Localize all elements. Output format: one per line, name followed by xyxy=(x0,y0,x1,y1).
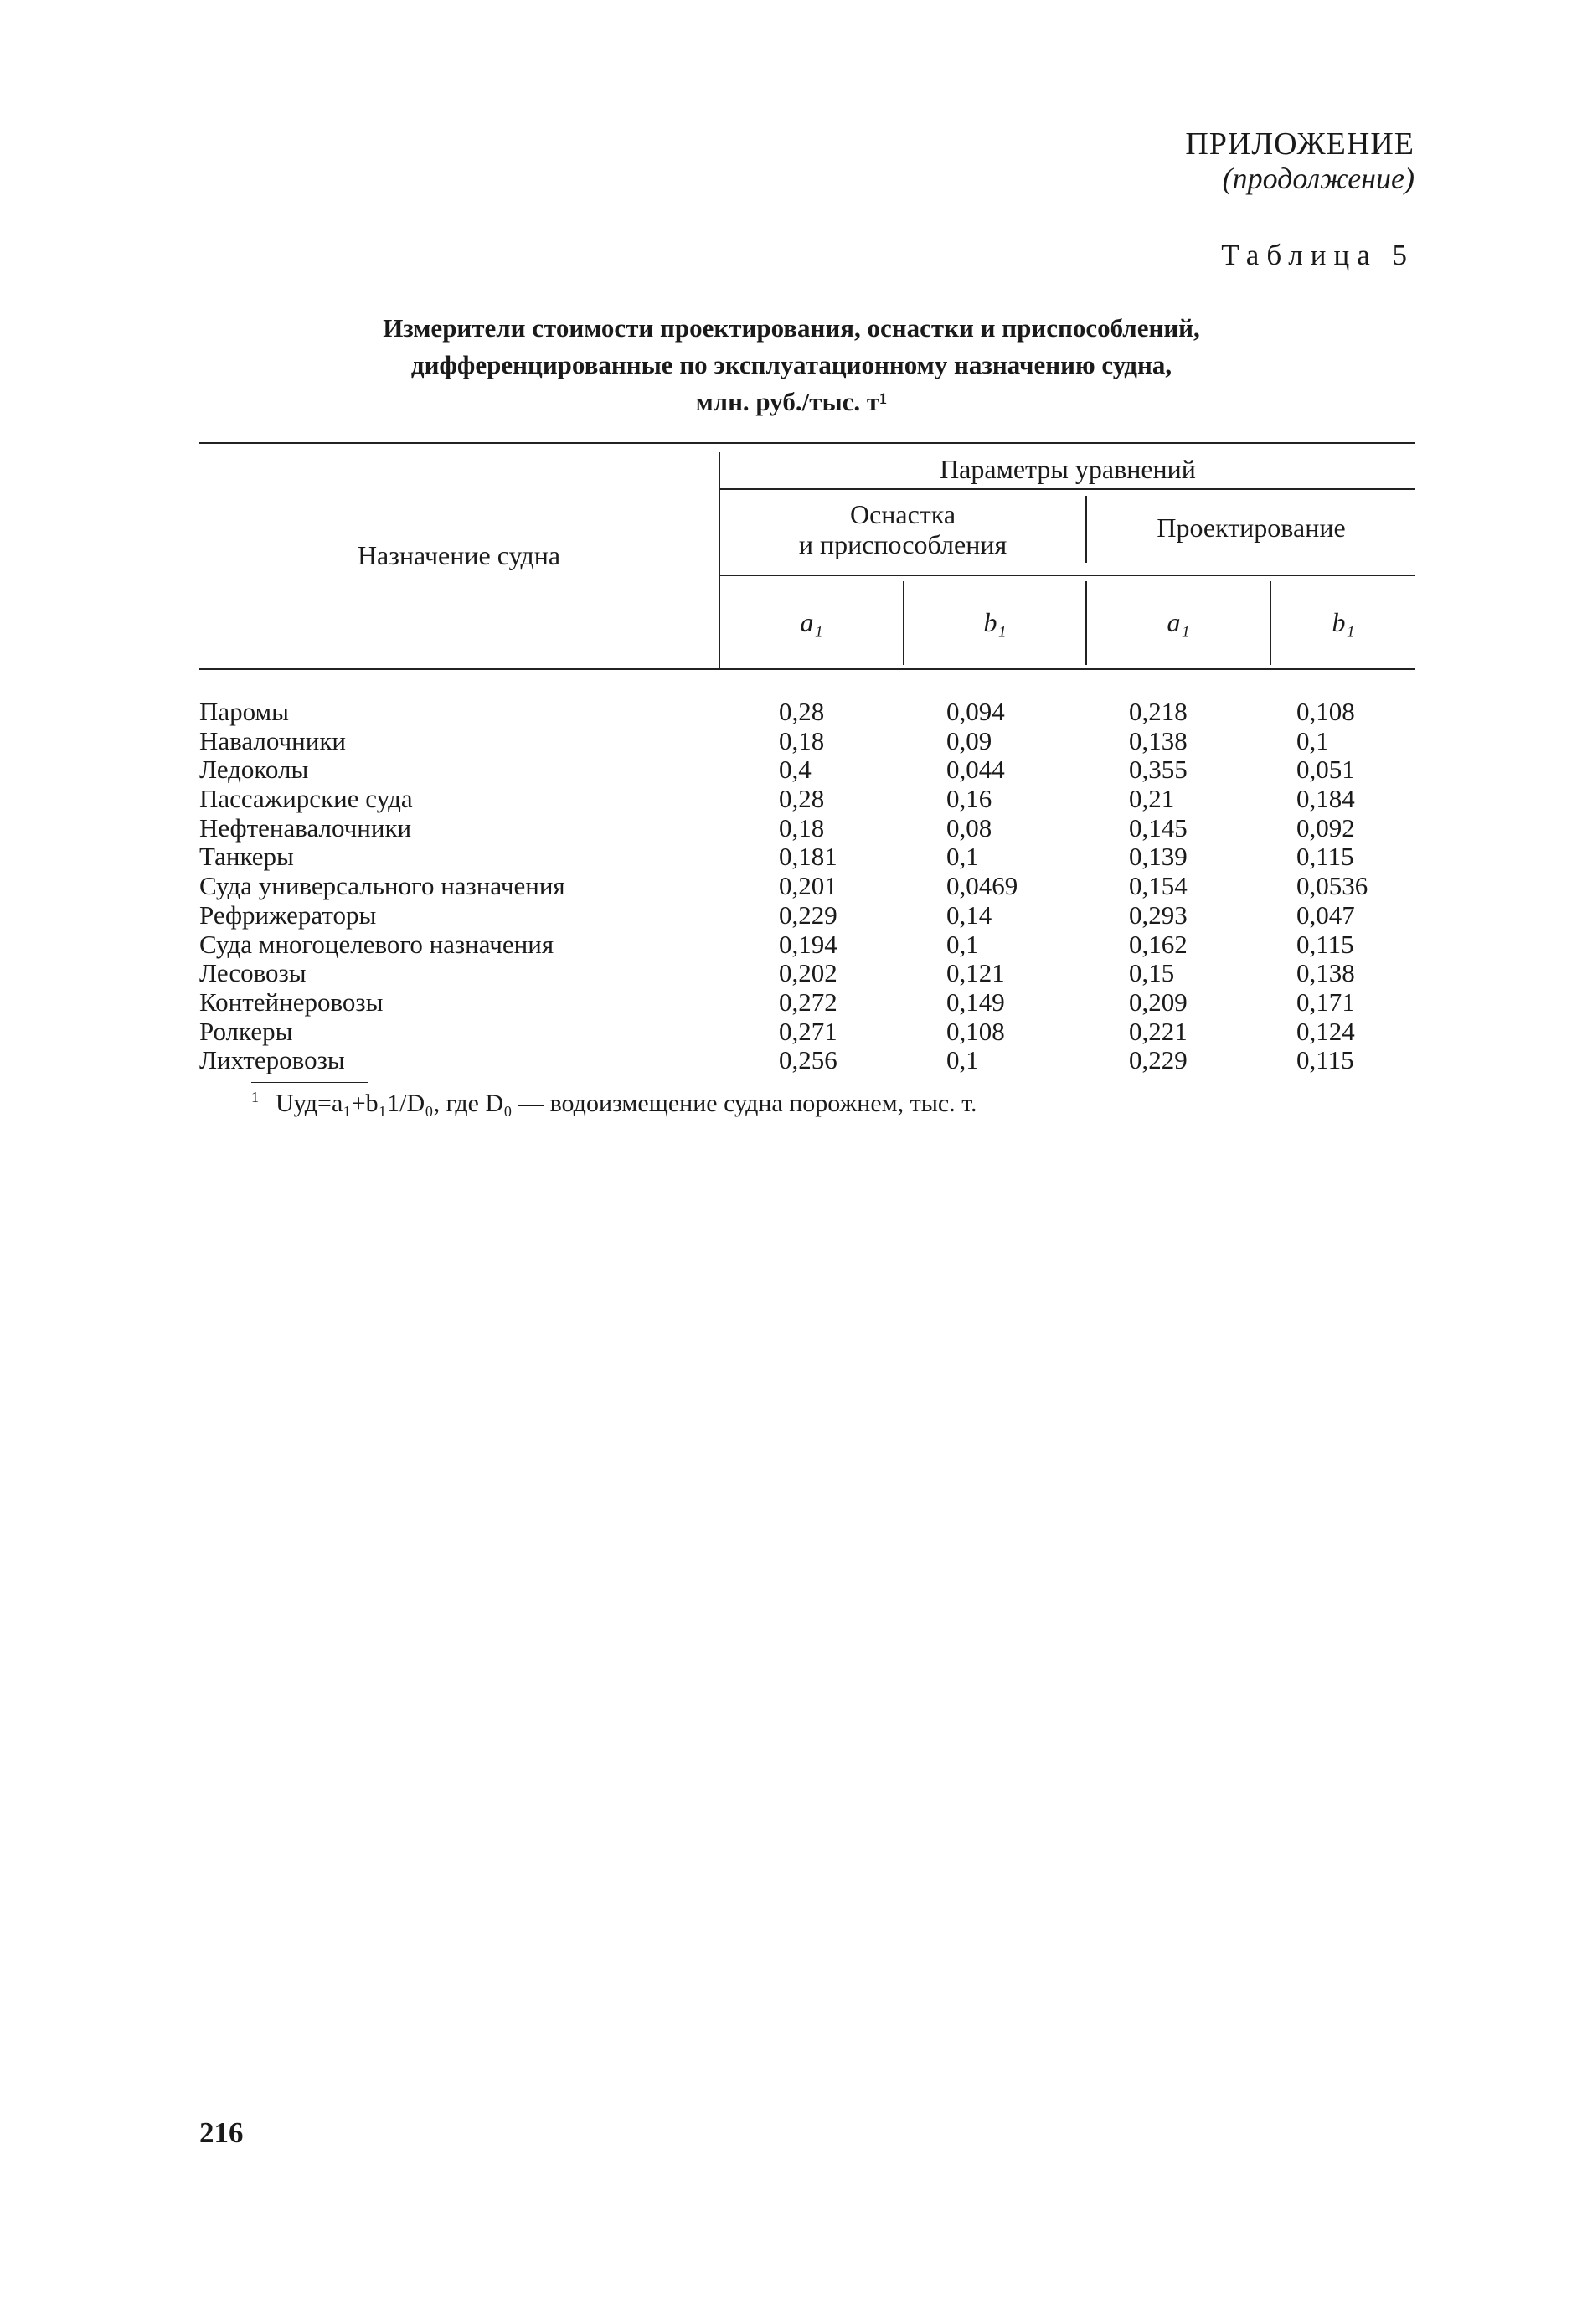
params-rule xyxy=(720,488,1415,490)
row-b1-rigging: 0,044 xyxy=(946,755,1005,785)
table-row xyxy=(0,785,1582,814)
row-a1-design: 0,139 xyxy=(1129,842,1188,872)
row-name: Ролкеры xyxy=(199,1016,293,1046)
row-name: Навалочники xyxy=(199,725,346,755)
table-row xyxy=(0,930,1582,960)
footnote-rule xyxy=(251,1082,368,1083)
row-b1-rigging: 0,09 xyxy=(946,725,992,755)
table-title-line-3: млн. руб./тыс. т¹ xyxy=(695,387,888,416)
row-b1-design: 0,124 xyxy=(1296,1016,1355,1046)
footnote-mark: 1 xyxy=(251,1089,259,1105)
table-row xyxy=(0,988,1582,1018)
row-name: Суда многоцелевого назначения xyxy=(199,929,554,959)
row-a1-rigging: 0,18 xyxy=(779,725,825,755)
group-rigging-header xyxy=(720,499,1085,559)
footnote xyxy=(251,1089,977,1118)
row-name: Танкеры xyxy=(199,842,294,872)
row-b1-rigging: 0,0469 xyxy=(946,871,1018,901)
row-b1-design: 0,092 xyxy=(1296,812,1355,843)
table-title-line-2: дифференцированные по эксплуатационному назначению судна, xyxy=(410,350,1172,379)
group-rule xyxy=(720,575,1415,576)
table-number: Таблица 5 xyxy=(1221,239,1415,271)
row-b1-rigging: 0,1 xyxy=(946,1045,979,1075)
row-b1-design: 0,115 xyxy=(1296,842,1354,872)
row-a1-rigging: 0,229 xyxy=(779,899,837,930)
table-row xyxy=(0,843,1582,872)
row-name: Пассажирские суда xyxy=(199,784,413,814)
table-row xyxy=(0,755,1582,785)
row-a1-design: 0,209 xyxy=(1129,987,1188,1017)
row-a1-design: 0,218 xyxy=(1129,697,1188,726)
row-b1-rigging: 0,16 xyxy=(946,784,992,814)
row-b1-rigging: 0,149 xyxy=(946,987,1005,1017)
row-a1-design: 0,21 xyxy=(1129,784,1175,814)
row-b1-rigging: 0,1 xyxy=(946,842,979,872)
row-b1-rigging: 0,094 xyxy=(946,697,1005,726)
row-a1-rigging: 0,202 xyxy=(779,958,837,988)
table-row xyxy=(0,727,1582,756)
row-a1-design: 0,229 xyxy=(1129,1045,1188,1075)
table-header-bottom-rule xyxy=(199,668,1415,670)
row-b1-rigging: 0,14 xyxy=(946,899,992,930)
sub-header-a1-design: a₁ xyxy=(1167,607,1190,637)
row-b1-rigging: 0,08 xyxy=(946,812,992,843)
row-a1-rigging: 0,181 xyxy=(779,842,837,872)
row-name: Ледоколы xyxy=(199,755,309,785)
page-number: 216 xyxy=(199,2116,244,2149)
row-b1-rigging: 0,1 xyxy=(946,929,979,959)
row-a1-rigging: 0,272 xyxy=(779,987,837,1017)
group-design-header: Проектирование xyxy=(1157,513,1346,543)
row-b1-design: 0,115 xyxy=(1296,929,1354,959)
col-name-header: Назначение судна xyxy=(357,540,561,570)
row-b1-design: 0,1 xyxy=(1296,725,1329,755)
table-row xyxy=(0,1018,1582,1047)
row-a1-rigging: 0,201 xyxy=(779,871,837,901)
row-a1-rigging: 0,4 xyxy=(779,755,812,785)
table-title-line-1: Измерители стоимости проектирования, оснастки и приспособлений, xyxy=(383,313,1200,343)
row-a1-design: 0,15 xyxy=(1129,958,1175,988)
row-b1-rigging: 0,121 xyxy=(946,958,1005,988)
sub-header-b1-rigging: b₁ xyxy=(983,607,1007,637)
row-b1-design: 0,115 xyxy=(1296,1045,1354,1075)
row-a1-design: 0,355 xyxy=(1129,755,1188,785)
row-a1-design: 0,162 xyxy=(1129,929,1188,959)
table-title xyxy=(209,310,1373,420)
row-name: Суда универсального назначения xyxy=(199,871,565,901)
table-body xyxy=(0,698,1582,1075)
row-a1-design: 0,293 xyxy=(1129,899,1188,930)
group-rigging-line-1: Оснастка xyxy=(849,499,956,529)
row-a1-rigging: 0,18 xyxy=(779,812,825,843)
row-name: Лесовозы xyxy=(199,958,307,988)
table-top-rule xyxy=(199,442,1415,444)
row-name: Рефрижераторы xyxy=(199,899,377,930)
row-a1-design: 0,145 xyxy=(1129,812,1188,843)
row-b1-rigging: 0,108 xyxy=(946,1016,1005,1046)
table-row xyxy=(0,901,1582,930)
row-a1-rigging: 0,28 xyxy=(779,784,825,814)
sub-header-a1-rigging: a₁ xyxy=(800,607,823,637)
sub-header-b1-design: b₁ xyxy=(1332,607,1355,637)
row-name: Нефтенавалочники xyxy=(199,812,412,843)
appendix-title: ПРИЛОЖЕНИЕ xyxy=(1185,126,1415,162)
appendix-continuation: (продолжение) xyxy=(1222,162,1415,195)
row-b1-design: 0,184 xyxy=(1296,784,1355,814)
group-rigging-line-2: и приспособления xyxy=(798,529,1007,559)
row-name: Контейнеровозы xyxy=(199,987,384,1017)
row-a1-design: 0,154 xyxy=(1129,871,1188,901)
row-b1-design: 0,138 xyxy=(1296,958,1355,988)
row-a1-design: 0,138 xyxy=(1129,725,1188,755)
table-row xyxy=(0,698,1582,727)
row-b1-design: 0,0536 xyxy=(1296,871,1368,901)
table-row xyxy=(0,814,1582,843)
table-row xyxy=(0,1046,1582,1075)
footnote-text: Uуд=a₁+b₁1/D₀, где D₀ — водоизмещение судна порожнем, тыс. т. xyxy=(276,1090,977,1117)
row-a1-rigging: 0,194 xyxy=(779,929,837,959)
table-row xyxy=(0,872,1582,901)
row-a1-rigging: 0,256 xyxy=(779,1045,837,1075)
row-a1-rigging: 0,28 xyxy=(779,697,825,726)
row-b1-design: 0,051 xyxy=(1296,755,1355,785)
row-name: Паромы xyxy=(199,697,290,726)
row-a1-design: 0,221 xyxy=(1129,1016,1188,1046)
row-b1-design: 0,108 xyxy=(1296,697,1355,726)
row-b1-design: 0,047 xyxy=(1296,899,1355,930)
row-b1-design: 0,171 xyxy=(1296,987,1355,1017)
row-name: Лихтеровозы xyxy=(199,1045,345,1075)
row-a1-rigging: 0,271 xyxy=(779,1016,837,1046)
params-header: Параметры уравнений xyxy=(940,454,1196,484)
table-row xyxy=(0,959,1582,988)
